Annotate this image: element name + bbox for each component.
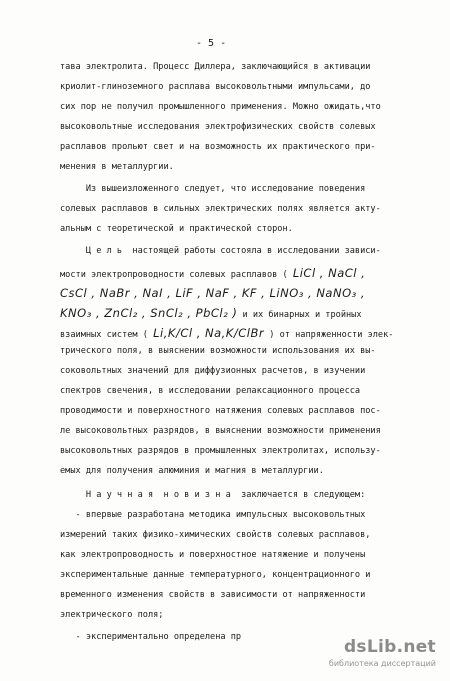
- line-text: расплавов прольют свет и на возможность их практического при-: [60, 142, 376, 152]
- text-line: [60, 204, 381, 214]
- text-line: [60, 82, 370, 92]
- line-text: экспериментальные данные температурного, концентрационного и: [60, 570, 371, 580]
- line-text: как электропроводность и поверхностное натяжение и получены: [60, 550, 366, 560]
- line-text: емых для получения алюминия и магния в металлургии.: [60, 466, 324, 476]
- line-text: - экспериментально определена пр: [60, 632, 242, 642]
- text-line: [60, 426, 381, 436]
- text-line: [60, 490, 365, 500]
- line-text: измерений таких физико-химических свойств солевых расплавов,: [60, 530, 371, 540]
- text-line: [60, 122, 376, 132]
- line-tail: и их бинарных и тройных: [237, 310, 362, 320]
- line-tail: ) от напряженности элек-: [264, 330, 394, 340]
- text-line: [60, 530, 370, 540]
- text-line: [60, 346, 376, 356]
- line-text: ле высоковольтных разрядов, в выяснении возможности применения: [60, 426, 381, 436]
- text-line: [60, 550, 365, 560]
- line-text: мости электропроводности солевых расплавов (: [60, 270, 293, 280]
- line-text: криолит-глиноземного расплава высоковольтными импульсами, до: [60, 82, 371, 92]
- line-text: временного изменения свойств в зависимости от напряженности: [60, 590, 366, 600]
- text-line: [60, 142, 376, 152]
- line-text: высоковольтные исследования электрофизических свойств солевых: [60, 122, 376, 132]
- line-text: взаимных систем (: [60, 330, 154, 340]
- line-text: соковольтных значений для диффузионных расчетов, в изучении: [60, 366, 366, 376]
- line-text: электрического поля;: [60, 610, 164, 620]
- text-line: [60, 570, 370, 580]
- text-line: [60, 184, 365, 194]
- text-line: [60, 610, 163, 620]
- text-line: [60, 62, 370, 72]
- text-line: [60, 266, 365, 280]
- line-text: высоковольтных разрядов в промышленных электролитах, использу-: [60, 446, 381, 456]
- text-line: [60, 102, 381, 112]
- line-text: солевых расплавов в сильных электрических полях является акту-: [60, 204, 381, 214]
- text-line: [60, 306, 362, 320]
- text-line: [60, 366, 365, 376]
- text-line: [60, 510, 365, 520]
- text-line: [60, 590, 365, 600]
- line-text: Н а у ч н а я н о в и з н а заключается в следующем:: [60, 490, 366, 500]
- watermark-logo: dsLib.net: [343, 637, 436, 657]
- text-line: [60, 246, 381, 256]
- text-line: [60, 446, 381, 456]
- line-text: альным с теоретической и практической сторон.: [60, 224, 293, 234]
- line-text: тава электролита. Процесс Диллера, заключающийся в активации: [60, 62, 371, 72]
- handwritten-formulas: KNO₃ , ZnCl₂ , SnCl₂ , PbCl₂ ): [60, 306, 238, 320]
- text-line: [60, 224, 293, 234]
- handwritten-formulas: Li,K/Cl , Na,K/ClBr: [153, 326, 265, 340]
- line-text: сих пор не получил промышленного применения. Можно ожидать,что: [60, 102, 381, 112]
- line-text: менения в металлургии.: [60, 162, 174, 172]
- handwritten-formulas: LiCl , NaCl ,: [292, 266, 366, 280]
- text-line: [60, 286, 365, 300]
- text-line: [60, 466, 324, 476]
- line-text: Из вышеизложенного следует, что исследование поведения: [60, 184, 366, 194]
- line-text: - впервые разработана методика импульсных высоковольтных: [60, 510, 366, 520]
- text-line: [60, 326, 393, 340]
- text-line: [60, 406, 381, 416]
- text-line: [60, 162, 174, 172]
- text-line: [60, 632, 241, 642]
- watermark-subtitle: библиотека диссертаций: [328, 659, 436, 668]
- line-text: проводимости и поверхностного натяжения солевых расплавов пос-: [60, 406, 381, 416]
- line-text: трического поля, в выяснении возможности использования их вы-: [60, 346, 376, 356]
- watermark: [320, 637, 436, 671]
- page-number: - 5 -: [196, 38, 227, 49]
- line-text: Ц е л ь настоящей работы состояла в исследовании зависи-: [60, 246, 381, 256]
- line-text: спектров свечения, в исследовании релаксационного процесса: [60, 386, 361, 396]
- handwritten-formulas: CsCl , NaBr , NaI , LiF , NaF , KF , LiNO₃ , NaNO₃ ,: [60, 286, 366, 300]
- text-line: [60, 386, 360, 396]
